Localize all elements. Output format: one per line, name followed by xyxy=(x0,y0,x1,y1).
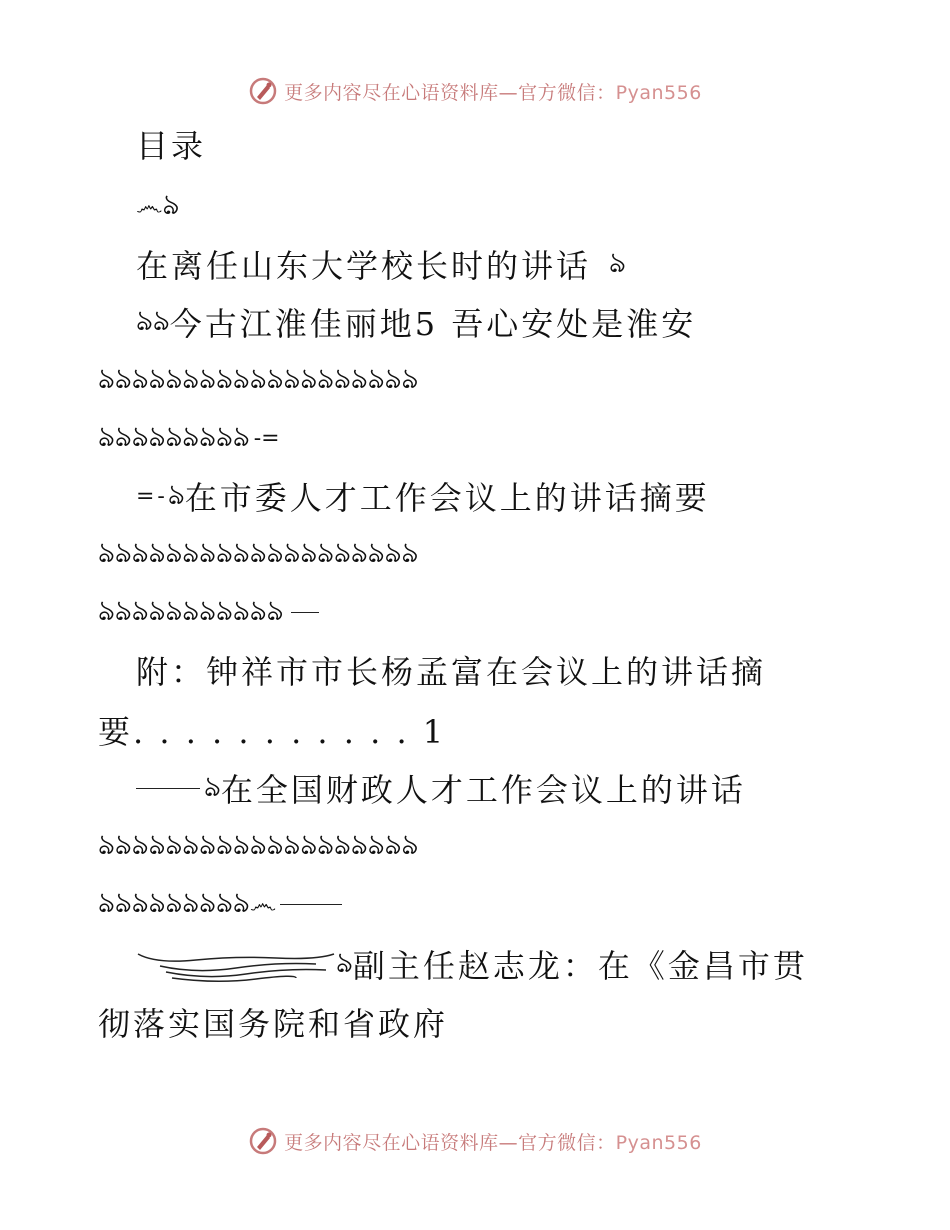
ornament-icon: ঌ xyxy=(199,827,217,861)
toc-entry: =- ঌ 在市委人才工作会议上的讲话摘要 xyxy=(136,468,710,524)
ornament-icon: ঌ xyxy=(249,361,267,395)
pen-nib-circle-icon xyxy=(248,1126,278,1156)
ornament-icon: ঌ xyxy=(98,419,115,453)
ornament-icon: ঌ xyxy=(148,885,166,919)
ornament-icon: ঌ xyxy=(216,419,233,453)
ornament-icon: ঌ xyxy=(199,419,217,453)
ornament-icon: ঌ xyxy=(152,303,170,337)
ornament-icon: ঌ xyxy=(165,361,183,395)
ornament-icon: ঌ xyxy=(249,593,267,627)
ornament-icon: ঌ xyxy=(182,827,200,861)
ornament-icon: ঌ xyxy=(98,535,115,569)
ornament-row xyxy=(98,526,418,582)
ornament-icon: ঌ xyxy=(167,477,185,511)
ornament-icon: ঌ xyxy=(266,535,284,569)
ornament-icon: ঌ xyxy=(609,245,626,279)
dash-mark xyxy=(291,612,319,613)
ornament-icon: ঌ xyxy=(98,361,115,395)
ornament-icon: ঌ xyxy=(283,361,301,395)
ornament-icon: ঌ xyxy=(216,827,233,861)
ornament-icon: ঌ xyxy=(300,827,318,861)
ornament-icon: ঌ xyxy=(401,361,419,395)
ornament-icon: ঌ xyxy=(317,361,335,395)
ornament-icon: ঌ xyxy=(336,945,353,979)
ornament-icon: ঌ xyxy=(216,885,233,919)
ornament-icon: ঌ xyxy=(148,827,166,861)
ornament-icon: ঌ xyxy=(216,593,233,627)
ornament-icon: ঌ xyxy=(199,593,217,627)
ornament-icon: ঌ xyxy=(204,769,221,803)
ornament-icon: ঌ xyxy=(367,535,385,569)
ornament-icon: ঌ xyxy=(384,827,402,861)
ornament-icon: ঌ xyxy=(384,361,402,395)
dash-mark xyxy=(136,788,200,789)
ornament-icon: ঌ xyxy=(283,535,301,569)
ornament-icon: ঌ xyxy=(114,419,132,453)
ornament-icon: ঌ xyxy=(232,885,250,919)
pen-nib-circle-icon xyxy=(248,76,278,106)
ornament-row xyxy=(98,818,418,874)
ornament-icon: ঌ xyxy=(401,535,419,569)
ornament-icon: ঌ xyxy=(266,827,284,861)
ornament-icon: ঌ xyxy=(266,593,284,627)
ornament-icon: ঌ xyxy=(232,361,250,395)
toc-entry: 附：钟祥市市长杨孟富在会议上的讲话摘 xyxy=(136,653,767,691)
ornament-icon: ঌ xyxy=(165,593,183,627)
ornament-icon: ঌ xyxy=(199,361,217,395)
watermark-header xyxy=(0,74,950,108)
ornament-icon: ঌ xyxy=(350,361,368,395)
ornament-icon: ঌ xyxy=(249,535,267,569)
ornament-icon: ঌ xyxy=(148,419,166,453)
ornament-icon: ঌ xyxy=(384,535,402,569)
ornament-icon: ঌ xyxy=(232,535,250,569)
ornament-icon: ঌ xyxy=(317,827,335,861)
ornament-icon: ঌ xyxy=(114,885,132,919)
ornament-icon: ঌ xyxy=(232,827,250,861)
ornament-icon: ঌ xyxy=(114,535,132,569)
watermark-text: 更多内容尽在心语资料库—官方微信：Pyan556 xyxy=(284,1131,702,1154)
ornament-icon: ঌ xyxy=(300,361,318,395)
ornament-icon: ঌ xyxy=(367,827,385,861)
ornament-row xyxy=(98,876,342,932)
toc-entry-continued: 彻落实国务院和省政府 xyxy=(98,1005,449,1043)
ornament-icon: ঌ xyxy=(350,827,368,861)
toc-entry: ঌ 副主任赵志龙：在《金昌市贯 xyxy=(136,936,808,992)
ornament-icon: ঌ xyxy=(98,827,115,861)
ornament-icon: ঌ xyxy=(131,535,149,569)
ornament-icon: ঌ xyxy=(182,361,200,395)
watermark-footer xyxy=(0,1124,950,1158)
ornament-icon: ঌ xyxy=(182,535,200,569)
toc-entry-continued: 要. . . . . . . . . . . 1 xyxy=(98,713,447,751)
wave-lines-icon xyxy=(136,944,336,984)
ornament-line xyxy=(136,178,179,234)
ornament-icon: ঌ xyxy=(266,361,284,395)
ornament-icon: ঌ xyxy=(216,535,233,569)
ornament-icon: ঌ xyxy=(232,419,250,453)
ornament-row xyxy=(98,410,280,466)
ornament-icon: ঌ xyxy=(165,419,183,453)
toc-entry: ঌ ঌ 今古江淮佳丽地5 吾心安处是淮安 xyxy=(136,294,696,350)
ornament-icon: ঌ xyxy=(401,827,419,861)
ornament-icon: ঌ xyxy=(165,885,183,919)
ornament-icon: ঌ xyxy=(131,593,149,627)
toc-entry: ঌ 在全国财政人才工作会议上的讲话 xyxy=(136,760,746,816)
ornament-icon: ঌ xyxy=(162,187,180,221)
ornament-icon: ঌ xyxy=(148,535,166,569)
ornament-icon: ঌ xyxy=(216,361,233,395)
ornament-icon: ঌ xyxy=(165,827,183,861)
ornament-icon: ঌ xyxy=(334,827,351,861)
ornament-icon: ঌ xyxy=(98,593,115,627)
ornament-icon: ঌ xyxy=(148,361,166,395)
ornament-icon: ঌ xyxy=(131,827,149,861)
ornament-icon: ঌ xyxy=(182,885,200,919)
watermark-text: 更多内容尽在心语资料库—官方微信：Pyan556 xyxy=(284,81,702,104)
ornament-icon: ঌ xyxy=(114,827,132,861)
ornament-icon: ঌ xyxy=(114,593,132,627)
ornament-icon: ঌ xyxy=(131,361,149,395)
ornament-icon: ෴ xyxy=(136,189,163,222)
equals-minus-mark: =- xyxy=(136,483,168,509)
ornament-icon: ঌ xyxy=(334,361,351,395)
toc-title: 目录 xyxy=(136,127,207,165)
ornament-icon: ঌ xyxy=(334,535,351,569)
ornament-icon: ঌ xyxy=(300,535,318,569)
ornament-icon: ঌ xyxy=(148,593,166,627)
ornament-icon: ঌ xyxy=(165,535,183,569)
dash-mark xyxy=(280,904,342,905)
ornament-icon: ঌ xyxy=(283,827,301,861)
ornament-icon: ঌ xyxy=(317,535,335,569)
ornament-icon: ঌ xyxy=(182,593,200,627)
ornament-icon: ঌ xyxy=(249,827,267,861)
ornament-icon: ঌ xyxy=(136,303,153,337)
ornament-icon: ঌ xyxy=(114,361,132,395)
ornament-icon: ঌ xyxy=(232,593,250,627)
ornament-row xyxy=(98,584,319,640)
ornament-icon: ঌ xyxy=(199,535,217,569)
minus-equals-mark: -= xyxy=(253,425,280,451)
ornament-icon: ঌ xyxy=(98,885,115,919)
ornament-row xyxy=(98,352,418,408)
toc-entry: 在离任山东大学校长时的讲话 ঌ xyxy=(136,236,626,292)
ornament-icon: ঌ xyxy=(131,885,149,919)
ornament-icon: ঌ xyxy=(131,419,149,453)
ornament-icon: ঌ xyxy=(182,419,200,453)
ornament-icon: ঌ xyxy=(199,885,217,919)
ornament-icon: ෴ xyxy=(249,887,277,920)
ornament-icon: ঌ xyxy=(367,361,385,395)
ornament-icon: ঌ xyxy=(350,535,368,569)
